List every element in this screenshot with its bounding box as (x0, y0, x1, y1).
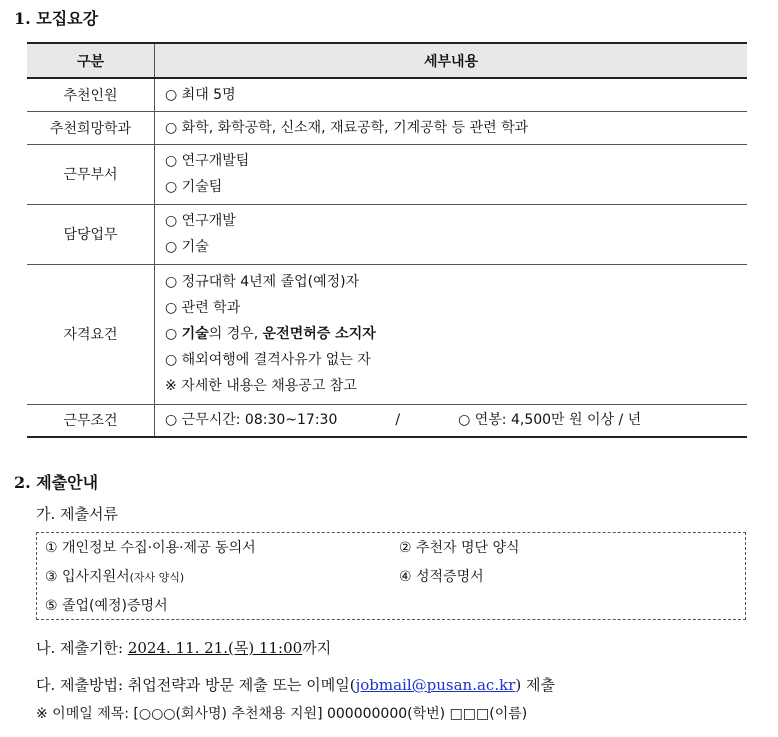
row-value (155, 111, 748, 144)
row-line: ○ 연구개발 (165, 213, 236, 229)
row-line: ○ 정규대학 4년제 졸업(예정)자 (165, 274, 360, 290)
separator: / (395, 412, 401, 429)
table-row (27, 78, 747, 111)
table-header-row (27, 43, 747, 78)
row-label: 근무조건 (27, 404, 155, 437)
deadline-date: 2024. 11. 21.(목) 11:00 (127, 639, 303, 657)
row-line: ○ 기술 (165, 239, 209, 255)
email-subject-note: ※ 이메일 제목: [○○○(회사명) 추천채용 지원] 000000000(학번) □□□(이름) (36, 706, 528, 722)
row-label: 담당업무 (27, 204, 155, 264)
email-link[interactable]: jobmail@pusan.ac.kr (355, 676, 516, 694)
work-time: ○ 근무시간: 08:30~17:30 (165, 412, 338, 429)
table-row (27, 264, 747, 404)
row-line: ○ 화학, 화학공학, 신소재, 재료공학, 기계공학 등 관련 학과 (165, 119, 529, 136)
row-value (155, 404, 748, 437)
header-category: 구분 (27, 43, 155, 78)
row-line: ○ 연구개발팀 (165, 153, 250, 169)
documents-heading: 가. 제출서류 (36, 505, 118, 523)
row-value (155, 204, 748, 264)
section1-title: 1. 모집요강 (14, 9, 99, 28)
document-item: ③ 입사지원서(자사 양식) (45, 569, 185, 585)
document-item: ⑤ 졸업(예정)증명서 (45, 598, 168, 614)
document-item: ④ 성적증명서 (399, 569, 484, 585)
row-value (155, 264, 748, 404)
document-item: ① 개인정보 수집·이용·제공 동의서 (45, 540, 256, 556)
table-row (27, 404, 747, 437)
row-value (155, 144, 748, 204)
salary: ○ 연봉: 4,500만 원 이상 / 년 (458, 412, 642, 429)
documents-box (36, 532, 746, 620)
table-row (27, 111, 747, 144)
requirements-table (27, 42, 747, 438)
row-label: 추천희망학과 (27, 111, 155, 144)
row-line-bold: ○ 기술의 경우, 운전면허증 소지자 (165, 326, 376, 342)
row-line: ※ 자세한 내용은 채용공고 참고 (165, 378, 357, 394)
table-row (27, 144, 747, 204)
deadline-line: 나. 제출기한: 2024. 11. 21.(목) 11:00까지 (36, 639, 332, 657)
row-line: ○ 해외여행에 결격사유가 없는 자 (165, 352, 371, 368)
row-label: 자격요건 (27, 264, 155, 404)
row-line: ○ 기술팀 (165, 179, 223, 195)
row-label: 추천인원 (27, 78, 155, 111)
method-line: 다. 제출방법: 취업전략과 방문 제출 또는 이메일(jobmail@pusan.ac.kr) 제출 (36, 676, 555, 694)
table-row (27, 204, 747, 264)
row-line: ○ 최대 5명 (165, 86, 236, 103)
row-label: 근무부서 (27, 144, 155, 204)
row-line: ○ 관련 학과 (165, 300, 241, 316)
document-item: ② 추천자 명단 양식 (399, 540, 520, 556)
section2-title: 2. 제출안내 (14, 473, 99, 492)
header-details: 세부내용 (155, 43, 748, 78)
row-value (155, 78, 748, 111)
